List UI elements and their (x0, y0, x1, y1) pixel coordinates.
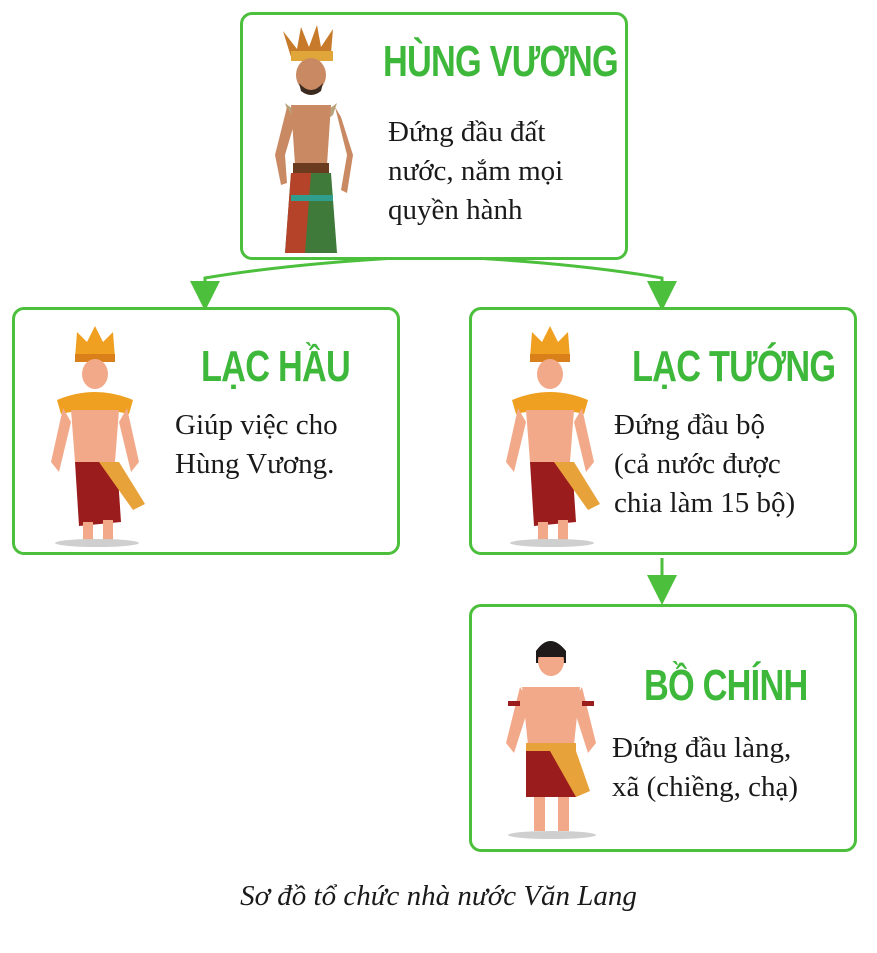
node-lac-tuong (469, 307, 857, 555)
node-hung-vuong (240, 12, 628, 260)
bo-chinh-description (612, 729, 798, 807)
hung-vuong-desc-line: quyền hành (388, 194, 523, 226)
lac-hau-description (175, 406, 338, 484)
diagram-caption: Sơ đồ tổ chức nhà nước Văn Lang (240, 880, 637, 912)
lac-hau-desc-line: Giúp việc cho (175, 409, 338, 441)
bo-chinh-desc-line: xã (chiềng, chạ) (612, 771, 798, 803)
lac-hau-desc-line: Hùng Vương. (175, 448, 335, 480)
hung-vuong-description (388, 113, 563, 230)
hung-vuong-desc-line: Đứng đầu đất (388, 116, 546, 148)
bo-chinh-desc-line: Đứng đầu làng, (612, 732, 792, 764)
hung-vuong-title: HÙNG VƯƠNG (383, 37, 618, 86)
bo-chinh-title: BỒ CHÍNH (644, 661, 808, 710)
bo-chinh-figure-icon (490, 621, 610, 846)
hung-vuong-figure-icon (261, 25, 361, 255)
lac-hau-figure-icon (35, 322, 155, 547)
lac-tuong-desc-line: (cả nước được (614, 448, 781, 480)
arrow-to-lac-tuong (435, 256, 662, 296)
lac-hau-title: LẠC HẦU (201, 342, 350, 391)
lac-tuong-desc-line: Đứng đầu bộ (614, 409, 766, 441)
node-bo-chinh (469, 604, 857, 852)
hung-vuong-desc-line: nước, nắm mọi (388, 155, 564, 187)
lac-tuong-description (614, 406, 795, 523)
node-lac-hau (12, 307, 400, 555)
lac-tuong-desc-line: chia làm 15 bộ) (614, 487, 796, 519)
lac-tuong-figure-icon (490, 322, 610, 547)
lac-tuong-title: LẠC TƯỚNG (632, 342, 836, 391)
arrow-to-lac-hau (205, 256, 435, 296)
